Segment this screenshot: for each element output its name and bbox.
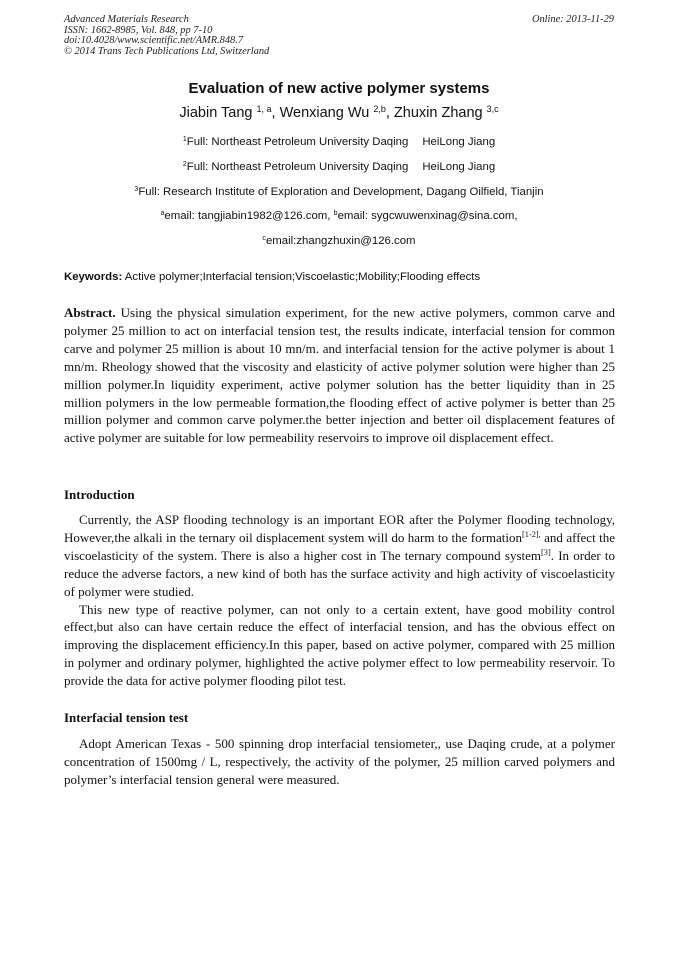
section-heading-interfacial-tension: Interfacial tension test xyxy=(64,710,189,725)
author-affiliation-mark: 2,b xyxy=(373,104,386,115)
email-line: $^a$email: tangjiabin1982@126.com, $^b$email: sygcwuwenxinag@sina.com, xyxy=(160,210,518,222)
journal-name: Advanced Materials Research xyxy=(64,14,189,25)
online-date: Online: 2013-11-29 xyxy=(531,14,614,25)
abstract-text: Using the physical simulation experiment, for the new active polymers, common carve and polymer 25 million to act on interfacial tension test, the results indicate, interfacial tension for common carve and polymer 25 million is about 10 mn/m. and interfacial tension for the active polymer is about 1 mn/m. Rheology showed that the viscosity and elasticity of active polymer solution were higher than 25 million polymer.In liquidity experiment, active polymer solution has the better liquidity than in 25 million polymers in the low permeable formation,the flooding effect of active polymer is better than 25 million polymer and common carve polymer.the better injection and better oil displacement features of active polymer are suitable for low permeability reservoirs to improve oil displacement effect. xyxy=(64,305,615,446)
paragraph: This new type of reactive polymer, can not only to a certain extent, have good mobility control effect,but also can have certain reduce the effect of interfacial tension, and has the obvious effect on improving the displacement efficiency.In this paper, based on active polymer, compared with 25 million in polymer and ordinary polymer, highlighted the active polymer effect to low permeability reservoir. To provide the data for active polymer flooding pilot test. xyxy=(64,601,615,689)
keywords-label: Keywords: xyxy=(64,271,123,283)
author-affiliation-mark: 1, a xyxy=(256,104,272,115)
keywords-text: Active polymer;Interfacial tension;Viscoelastic;Mobility;Flooding effects xyxy=(122,271,481,283)
keywords xyxy=(64,270,616,284)
paper-title: Evaluation of new active polymer systems xyxy=(188,80,490,97)
email-address: email: sygcwuwenxinag@sina.com, xyxy=(337,210,518,222)
section-heading-introduction: Introduction xyxy=(64,487,135,502)
copyright-line: © 2014 Trans Tech Publications Ltd, Switzerland xyxy=(64,45,270,57)
paragraph: Adopt American Texas - 500 spinning drop interfacial tensiometer,, use Daqing crude, at a polymer concentration of 1500mg / L, respectively, the activity of the polymer, 25 million carved polymers and polymer’s interfacial tension general were measured. xyxy=(64,736,615,787)
issn-line: ISSN: 1662-8985, Vol. 848, pp 7-10 xyxy=(64,24,213,36)
email-address: email:zhangzhuxin@126.com xyxy=(265,235,416,247)
author-list: Jiabin Tang $^{1, a}$, Wenxiang Wu $^{2,b}$, Zhuxin Zhang $^{3,c}$ xyxy=(179,104,499,121)
affiliation-3: $^3$Full: Research Institute of Exploration and Development, Dagang Oilfield, Tianjin xyxy=(134,186,544,198)
author-affiliation-mark: 3,c xyxy=(486,104,499,115)
citation: [1-2], xyxy=(522,529,541,539)
abstract xyxy=(64,304,615,447)
email-line: $^c$email:zhangzhuxin@126.com xyxy=(262,235,416,247)
author-name: Wenxiang Wu xyxy=(279,105,374,121)
interfacial-tension-body xyxy=(64,735,615,789)
author-name: Zhuxin Zhang xyxy=(393,105,487,121)
author-name: Jiabin Tang xyxy=(179,105,257,121)
abstract-label: Abstract. xyxy=(64,305,116,320)
affiliation-2: $^2$Full: Northeast Petroleum University Daqing HeiLong Jiang xyxy=(182,161,496,173)
affiliation-1: $^1$Full: Northeast Petroleum University Daqing HeiLong Jiang xyxy=(182,136,496,148)
email-address: email: tangjiabin1982@126.com, xyxy=(164,210,334,222)
paragraph: Currently, the ASP flooding technology is an important EOR after the Polymer flooding technology, However,the alkali in the ternary oil displacement system will do harm to the formation$^{[1-2],}$ and affect the viscoelasticity of the system. There is also a higher cost in The ternary compound system[3]. In order to reduce the adverse factors, a new kind of both has the surface activity and high activity of viscoelasticity of polymer were studied. xyxy=(64,512,615,599)
doi-line: doi:10.4028/www.scientific.net/AMR.848.7 xyxy=(64,35,244,47)
journal-header xyxy=(64,15,269,57)
citation: [3] xyxy=(541,547,551,557)
introduction-body xyxy=(64,511,615,690)
